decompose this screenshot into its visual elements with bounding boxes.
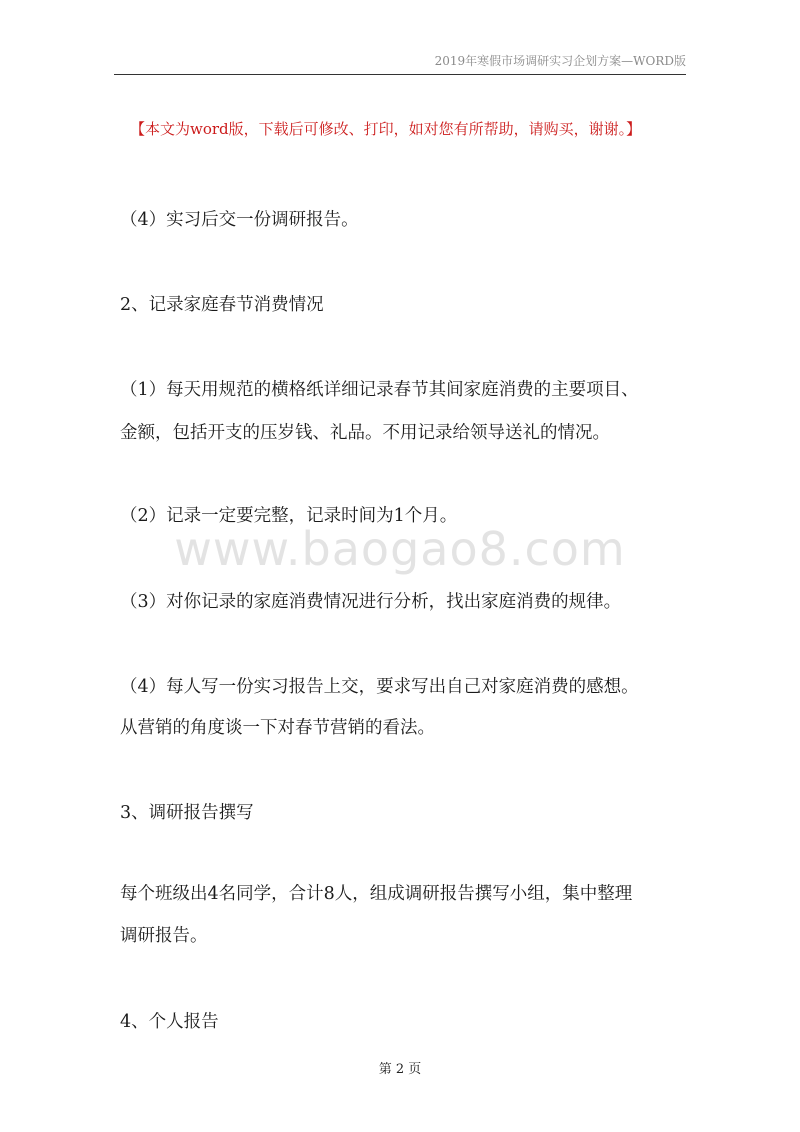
section-heading-4: 4、个人报告	[120, 1012, 219, 1032]
paragraph-item-4-line-2: 从营销的角度谈一下对春节营销的看法。	[120, 718, 435, 738]
section-heading-2: 2、记录家庭春节消费情况	[120, 295, 324, 315]
watermark: www.baogao8.com	[174, 522, 626, 576]
paragraph-item-3: （3）对你记录的家庭消费情况进行分析，找出家庭消费的规律。	[120, 592, 622, 612]
paragraph-item-4-report: （4）实习后交一份调研报告。	[120, 210, 359, 230]
paragraph-item-1-line-2: 金额，包括开支的压岁钱、礼品。不用记录给领导送礼的情况。	[120, 423, 610, 443]
paragraph-writing-line-2: 调研报告。	[120, 926, 208, 946]
purchase-notice: 【本文为word版，下载后可修改、打印，如对您有所帮助，请购买，谢谢。】	[130, 120, 642, 138]
header-divider	[114, 74, 686, 75]
page-number: 第 2 页	[378, 1062, 422, 1077]
paragraph-item-2: （2）记录一定要完整，记录时间为1个月。	[120, 506, 458, 526]
paragraph-item-1-line-1: （1）每天用规范的横格纸详细记录春节其间家庭消费的主要项目、	[120, 380, 639, 400]
section-heading-3: 3、调研报告撰写	[120, 803, 254, 823]
paragraph-item-4-line-1: （4）每人写一份实习报告上交，要求写出自己对家庭消费的感想。	[120, 677, 639, 697]
paragraph-writing-line-1: 每个班级出4名同学，合计8人，组成调研报告撰写小组，集中整理	[120, 884, 633, 904]
running-header: 2019年寒假市场调研实习企划方案—WORD版	[434, 54, 686, 68]
